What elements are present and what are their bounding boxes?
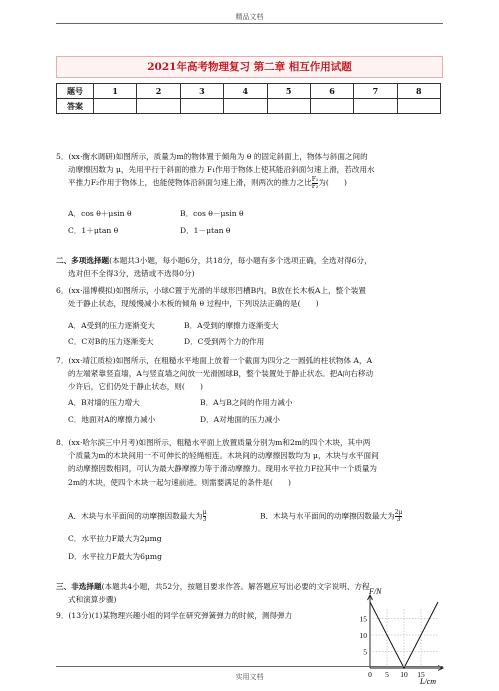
y-tick-label: 5 [363, 647, 367, 657]
q5-line-3 [56, 176, 448, 190]
column-header: 4 [224, 84, 267, 99]
y-tick-label: 15 [359, 614, 367, 624]
q8-option-a[interactable] [68, 510, 206, 523]
question-5 [56, 150, 448, 190]
q5-option-a[interactable]: A．cos θ＋μsin θ [68, 209, 132, 218]
document-title: 2021年高考物理复习 第二章 相互作用试题 [56, 56, 443, 78]
q8-option-a-fraction [203, 510, 207, 523]
q7-option-a[interactable]: A．B对墙的压力增大 [68, 398, 140, 407]
table-row [57, 99, 441, 114]
q9-line-1: 9．(13分)(1)某物理兴趣小组的同学在研究弹簧弹力的时候，测得弹力 [56, 611, 293, 620]
q7-option-c[interactable]: C．地面对A的摩擦力减小 [68, 415, 156, 424]
answer-cell[interactable] [224, 99, 267, 114]
q8-line-2: 个质量为m的木块间用一不可伸长的轻绳相连。木块间的动摩擦因数均为 μ，木块与水平面间 [68, 451, 379, 461]
q8-option-b[interactable] [260, 510, 402, 523]
x-tick-label: 15 [417, 670, 425, 679]
page-header: 精品文档 [235, 13, 264, 21]
q5-option-b[interactable]: B．cos θ－μsin θ [180, 209, 244, 218]
x-tick-label: 10 [400, 670, 408, 679]
question-9 [56, 609, 356, 622]
header-rule [56, 23, 443, 24]
column-header: 7 [354, 84, 397, 99]
column-header: 1 [94, 84, 137, 99]
answer-cell[interactable] [94, 99, 137, 114]
q7-option-d[interactable]: D．A对地面的压力减小 [200, 415, 280, 424]
q5-line-3b: 为( ) [318, 178, 348, 188]
column-header: 5 [267, 84, 310, 99]
section-3-instructions-cont: 式和演算步骤) [68, 595, 117, 605]
answer-cell[interactable] [397, 99, 440, 114]
q5-line-1: 5．(xx·衡水调研)如图所示，质量为m的物体置于倾角为 θ 的固定斜面上，物体与斜面之间的 [56, 152, 368, 161]
q7-line-2: 的左端紧靠竖直墙，A与竖直墙之间放一光滑圆球B，整个装置处于静止状态。把A向右移动 [68, 369, 374, 379]
row-label-number: 题号 [57, 84, 94, 99]
answer-table [56, 83, 441, 114]
q5-option-d[interactable]: D．1－μtan θ [180, 226, 231, 235]
y-tick-label: 10 [359, 630, 367, 640]
force-length-graph [346, 582, 446, 686]
table-row [57, 84, 441, 99]
section-2-heading [56, 254, 448, 280]
q8-line-4: 2m的木块，使四个木块一起匀速前进。则需要满足的条件是( ) [68, 477, 291, 487]
section-2-instructions: (本题共3小题，每小题6分，共18分，每小题有多个选项正确，全选对得6分， [109, 256, 372, 265]
q8-option-b-text: B．木块与水平面间的动摩擦因数最大为 [260, 511, 395, 521]
fraction-denominator: 3 [396, 516, 401, 523]
footer-rule [56, 666, 443, 667]
q5-option-c[interactable]: C．1＋μtan θ [68, 226, 119, 235]
q6-option-b[interactable]: B．A受到的摩擦力逐渐变大 [184, 321, 279, 330]
answer-cell[interactable] [267, 99, 310, 114]
x-axis-label: L/cm [420, 677, 436, 686]
section-2-instructions-cont: 选对但不全得3分，选错或不选得0分) [68, 269, 195, 279]
fraction-denominator: F₂ [311, 182, 319, 190]
fraction-numerator: F₁ [311, 175, 319, 183]
graph-axes [368, 595, 444, 671]
q8-line-1: 8．(xx·哈尔滨三中月考)如图所示，粗糙水平面上放置质量分别为m和2m的四个木块，其中两 [56, 438, 371, 447]
q8-line-3: 的动摩擦因数相同，可认为最大静摩擦力等于滑动摩擦力。现用水平拉力F拉其中一个质量为 [68, 464, 378, 474]
q6-option-c[interactable]: C．C对B的压力逐渐变大 [68, 337, 154, 346]
answer-cell[interactable] [180, 99, 223, 114]
y-axis-label: F/N [369, 587, 382, 596]
column-header: 3 [180, 84, 223, 99]
q8-option-c[interactable]: C．水平拉力F最大为2μmg [68, 534, 162, 543]
q8-option-b-fraction [395, 510, 403, 523]
page-footer: 实用文档 [235, 673, 264, 681]
q5-line-2: 动摩擦因数为 μ，先用平行于斜面的推力 F₁作用于物体上使其能沿斜面匀速上滑，若改用水 [68, 165, 375, 175]
q8-option-d[interactable]: D．水平拉力F最大为6μmg [68, 552, 162, 561]
x-tick-label: 5 [385, 670, 389, 679]
fraction-numerator: 2μ [394, 509, 403, 516]
fraction-numerator: μ [202, 509, 207, 516]
question-7 [56, 354, 448, 394]
x-tick-label: 0 [368, 670, 372, 679]
question-6 [56, 284, 448, 310]
answer-cell[interactable] [310, 99, 353, 114]
question-8 [56, 436, 448, 489]
answer-cell[interactable] [137, 99, 180, 114]
answer-cell[interactable] [354, 99, 397, 114]
q7-line-1: 7．(xx·靖江质检)如图所示，在粗糙水平地面上放着一个截面为四分之一圆弧的柱状物体 A，A [56, 356, 373, 365]
section-2-title: 二、多项选择题 [56, 256, 110, 265]
section-3-instructions: (本题共4小题，共52分，按题目要求作答。解答题应写出必要的文字说明、方程 [101, 582, 370, 591]
fraction-denominator: 3 [202, 516, 207, 523]
q6-line-1: 6．(xx·淄博模拟)如图所示，小球C置于光滑的半球形凹槽B内，B放在长木板A上，整个装置 [56, 286, 366, 295]
column-header: 6 [310, 84, 353, 99]
q5-line-3a: 平推力F₂作用于物体上，也能使物体沿斜面匀速上滑，则两次的推力之比 [68, 178, 312, 188]
column-header: 2 [137, 84, 180, 99]
q6-option-d[interactable]: D．C受到两个力的作用 [184, 337, 265, 346]
q8-option-a-text: A．木块与水平面间的动摩擦因数最大为 [68, 511, 203, 521]
row-label-answer: 答案 [57, 99, 94, 114]
q7-option-b[interactable]: B．A与B之间的作用力减小 [200, 398, 293, 407]
section-3-title: 三、非选择题 [56, 582, 102, 591]
column-header: 8 [397, 84, 440, 99]
q6-option-a[interactable]: A．A受到的压力逐渐变大 [68, 321, 155, 330]
q7-line-3: 少许后，它们仍处于静止状态，则( ) [68, 382, 204, 392]
q6-line-2: 处于静止状态，现缓慢减小木板的倾角 θ 过程中，下列说法正确的是( ) [68, 299, 319, 309]
